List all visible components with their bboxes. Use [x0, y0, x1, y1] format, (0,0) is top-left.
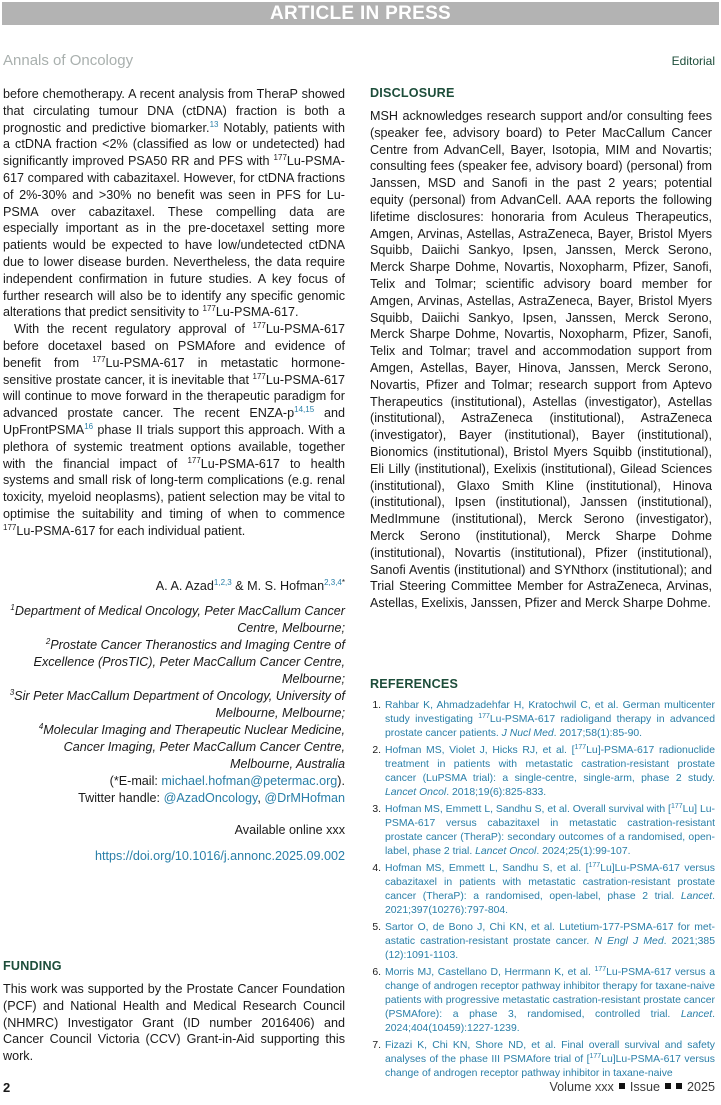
body-text: [3, 86, 345, 540]
disclosure-text: MSH acknowledges research support and/or consulting fees (speaker fee, advisory board) to Peter MacCallum Cancer Centre from AdvanCell, Bayer, Isotopia, MIM and Novartis; consulting fees (speaker fee, advisory board) (personal) from Janssen, MSD and Sanofi in the past 2 years; potential equity (personal) from AdvanCell. AAA reports the following lifetime disclosures: honoraria from Aculeus Therapeutics, Amgen, Arvinas, Astellas, AstraZeneca, Bayer, Bristol Myers Squibb, Daiichi Sankyo, Ipsen, Janssen, Merck Serono, Merck Sharpe Dohme, Novartis, Noxopharm, Pfizer, Sanofi, Telix and Tolmar; scientific advisory board member for Amgen, Arvinas, Astellas, AstraZeneca, Bayer, Bristol Myers Squibb, Daiichi Sankyo, Ipsen, Janssen, Merck Serono, Merck Sharpe Dohme, Novartis, Noxopharm, Pfizer, Sanofi, Telix and Tolmar; travel and accommodation support from Amgen, Astellas, Bayer, Hinova, Janssen, Merck Serono, Novartis, Pfizer and Tolmar; research support from Aptevo Therapeutics (institutional), Astellas (investigator), Astellas (institutional), AstraZeneca (institutional), AstraZeneca (investigator), Bayer (institutional), Bayer (institutional), Bionomics (institutional), Bristol Myers Squibb (institutional), Eli Lilly (institutional), Exelixis (institutional), Gilead Sciences (institutional), Glaxo Smith Kline (institutional), Hinova (institutional), Ipsen (institutional), Janssen (institutional), MedImmune (institutional), Merck Serono (investigator), Merck Serono (institutional), Merck Sharpe Dohme (institutional), Novartis (institutional), Pfizer (institutional), Sanofi Aventis (institutional) and SYNthorx (institutional); and Trial Steering Committee Member for AstraZeneca, Arvinas, Astellas, Exelixis, Janssen, Pfizer and Merck Sharpe Dohme.: [370, 109, 712, 611]
funding-heading: FUNDING: [3, 959, 62, 973]
email-line: (*E-mail: michael.hofman@petermac.org).: [109, 773, 345, 788]
journal-name: Annals of Oncology: [3, 52, 134, 69]
reference-item: 1. Rahbar K, Ahmadzadehfar H, Kratochwil C, et al. German multicenter study investigating $^{177}$Lu-PSMA-617 radioligand therapy in advanced prostate cancer patients. J Nucl Med. 2017;58(1):85-90.: [372, 700, 715, 739]
affiliation-item: $^4$Molecular Imaging and Therapeutic Nuclear Medicine, Cancer Imaging, Peter MacCallum Cancer Centre, Melbourne, Australia: [38, 721, 345, 771]
page-number: 2: [3, 1080, 11, 1095]
square-bullet-icon: [676, 1083, 682, 1089]
reference-link[interactable]: Hofman MS, Emmett L, Sandhu S, et al. Overall survival with [$^{177}$Lu] Lu-PSMA-617 versus cabazitaxel in metastatic castration-resistant prostate cancer (TheraP): secondary outcomes of a randomised, open-label, phase 2 trial. Lancet Oncol. 2024;25(1):99-107.: [385, 803, 715, 857]
square-bullet-icon: [619, 1083, 625, 1089]
references-section: [370, 677, 715, 1084]
affiliations: [3, 603, 345, 773]
reference-item: 6. Morris MJ, Castellano D, Herrmann K, et al. $^{177}$Lu-PSMA-617 versus a change of androgen receptor pathway inhibitor therapy for taxane-naive patients with progressive metastatic castration-resistant prostate cancer (PSMAfore): a phase 3, randomised, controlled trial. Lancet. 2024;404(10459):1227-1239.: [372, 966, 715, 1034]
article-in-press-banner: ARTICLE IN PRESS: [2, 2, 719, 25]
reference-link[interactable]: Hofman MS, Violet J, Hicks RJ, et al. [$^{177}$Lu]-PSMA-617 radionuclide treatment in patients with metastatic castration-resistant prostate cancer (LuPSMA trial): a single-centre, single-arm, phase 2 study. Lancet Oncol. 2018;19(6):825-833.: [385, 744, 715, 798]
twitter-link-azad[interactable]: @AzadOncology: [163, 790, 258, 805]
references-heading: REFERENCES: [370, 677, 459, 691]
left-column: [3, 86, 345, 863]
reference-item: 2. Hofman MS, Violet J, Hicks RJ, et al. [$^{177}$Lu]-PSMA-617 radionuclide treatment in patients with metastatic castration-resistant prostate cancer (LuPSMA trial): a single-centre, single-arm, phase 2 study. Lancet Oncol. 2018;19(6):825-833.: [372, 744, 715, 798]
right-column: [370, 86, 712, 612]
citation-link[interactable]: 13: [209, 119, 219, 129]
reference-list: [370, 699, 715, 1081]
reference-link[interactable]: Fizazi K, Chi KN, Shore ND, et al. Final overall survival and safety analyses of the phase III PSMAfore trial of [$^{177}$Lu]Lu-PSMA-617 versus change of androgen receptor pathway inhibitor in taxane-naive: [385, 1040, 715, 1079]
reference-item: 3. Hofman MS, Emmett L, Sandhu S, et al. Overall survival with [$^{177}$Lu] Lu-PSMA-617 versus cabazitaxel in metastatic castration-resistant prostate cancer (TheraP): secondary outcomes of a randomised, open-label, phase 2 trial. Lancet Oncol. 2024;25(1):99-107.: [372, 803, 715, 857]
doi-link[interactable]: https://doi.org/10.1016/j.annonc.2025.09.002: [95, 848, 345, 863]
author-line: A. A. Azad$^{1,2,3}$ & M. S. Hofman$^{2,3,4*}$: [155, 577, 345, 593]
available-online: Available online xxx: [234, 822, 345, 837]
affiliation-item: $^3$Sir Peter MacCallum Department of Oncology, University of Melbourne, Melbourne;: [9, 687, 345, 720]
twitter-link-hofman[interactable]: @DrMHofman: [264, 790, 345, 805]
section-type: Editorial: [671, 54, 715, 68]
affiliation-link[interactable]: 2,3,4: [324, 577, 342, 587]
reference-item: 5. Sartor O, de Bono J, Chi KN, et al. Lutetium-177-PSMA-617 for metastatic castration-resistant prostate cancer. N Engl J Med. 2021;385 (12):1091-1103.: [372, 922, 715, 961]
reference-item: 4. Hofman MS, Emmett L, Sandhu S, et al. [$^{177}$Lu]Lu-PSMA-617 versus cabazitaxel in patients with metastatic castration-resistant prostate cancer (TheraP): a randomised, open-label, phase 2 trial. Lancet. 2021;397(10276):797-804.: [372, 862, 715, 916]
disclosure-heading: DISCLOSURE: [370, 86, 455, 100]
reference-item: 7. Fizazi K, Chi KN, Shore ND, et al. Final overall survival and safety analyses of the phase III PSMAfore trial of [$^{177}$Lu]Lu-PSMA-617 versus change of androgen receptor pathway inhibitor in taxane-naive: [372, 1040, 715, 1079]
reference-link[interactable]: Sartor O, de Bono J, Chi KN, et al. Lutetium-177-PSMA-617 for metastatic castration-resistant prostate cancer. N Engl J Med. 2021;385 (12):1091-1103.: [385, 922, 715, 961]
affiliation-link[interactable]: 1,2,3: [213, 577, 232, 587]
paragraph-2: With the recent regulatory approval of $^{177}$Lu-PSMA-617 before docetaxel based on PSMAfore and evidence of benefit from $^{177}$Lu-PSMA-617 in metastatic hormone-sensitive prostate cancer, it is inevitable that $^{177}$Lu-PSMA-617 will continue to move forward in the therapeutic paradigm for advanced prostate cancer. The recent ENZA-p$^{14,15}$ and UpFrontPSMA$^{16}$ phase II trials support this approach. With a plethora of systemic treatment options available, together with the financial impact of $^{177}$Lu-PSMA-617 to health systems and small risk of long-term complications (e.g. renal toxicity, myeloid neoplasms), patient selection may be vital to optimise the suitability and timing of when to commence $^{177}$Lu-PSMA-617 for each individual patient.: [3, 321, 346, 538]
email-link[interactable]: michael.hofman@petermac.org: [161, 773, 338, 788]
affiliation-item: $^2$Prostate Cancer Theranostics and Imaging Centre of Excellence (ProsTIC), Peter MacCallum Cancer Centre, Melbourne;: [33, 636, 345, 686]
contact-info: [3, 773, 345, 807]
citation-link[interactable]: 14,15: [294, 405, 315, 415]
citation-link[interactable]: 16: [84, 421, 94, 431]
square-bullet-icon: [665, 1083, 671, 1089]
reference-link[interactable]: Hofman MS, Emmett L, Sandhu S, et al. [$^{177}$Lu]Lu-PSMA-617 versus cabazitaxel in patients with metastatic castration-resistant prostate cancer (TheraP): a randomised, open-label, phase 2 trial. Lancet. 2021;397(10276):797-804.: [385, 862, 715, 916]
twitter-line: Twitter handle: @AzadOncology, @DrMHofman: [78, 790, 345, 805]
volume-issue-footer: Volume xxx Issue 2025: [549, 1080, 715, 1094]
funding-section: [3, 959, 345, 1065]
funding-text: This work was supported by the Prostate Cancer Foundation (PCF) and National Health and Medical Research Council (NHMRC) Investigator Grant (ID number 2016406) and Cancer Council Victoria (CCV) Grant-in-Aid supporting this work.: [3, 982, 345, 1064]
paragraph-1: before chemotherapy. A recent analysis from TheraP showed that circulating tumour DNA (ctDNA) fraction is both a prognostic and predictive biomarker.$^{13}$ Notably, patients with a ctDNA fraction <2% (classified as low or undetected) had significantly improved PSA50 RR and PFS with $^{177}$Lu-PSMA-617 compared with cabazitaxel. However, for ctDNA fractions of 2%-30% and >30% no benefit was seen in PFS for Lu-PSMA over cabazitaxel. These compelling data are especially important as in the pre-docetaxel setting more patients would be expected to have low/undetected ctDNA due to lower disease burden. Nevertheless, the data require independent confirmation in future studies. A key focus of further research will also be to identify any specific genomic alterations that predict sensitivity to $^{177}$Lu-PSMA-617.: [3, 87, 345, 320]
reference-link[interactable]: Rahbar K, Ahmadzadehfar H, Kratochwil C, et al. German multicenter study investigating $^{177}$Lu-PSMA-617 radioligand therapy in advanced prostate cancer patients. J Nucl Med. 2017;58(1):85-90.: [385, 700, 715, 739]
reference-link[interactable]: Morris MJ, Castellano D, Herrmann K, et al. $^{177}$Lu-PSMA-617 versus a change of androgen receptor pathway inhibitor therapy for taxane-naive patients with progressive metastatic castration-resistant prostate cancer (PSMAfore): a phase 3, randomised, controlled trial. Lancet. 2024;404(10459):1227-1239.: [385, 966, 715, 1034]
affiliation-item: $^1$Department of Medical Oncology, Peter MacCallum Cancer Centre, Melbourne;: [10, 602, 345, 635]
